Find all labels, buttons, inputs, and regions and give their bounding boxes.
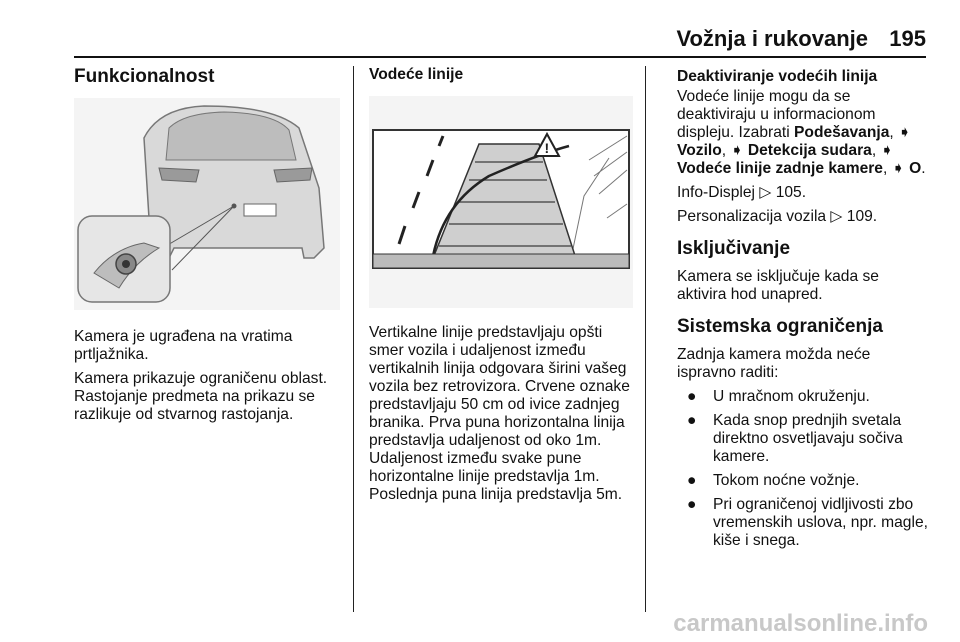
paragraph-guide-lines: Vertikalne linije predstavljaju opšti smer vozila i udaljenost između vertikalnih linija odgovara širini vašeg vozila bez retrovizora. Crvene oznake predstavljaju 50 cm od ivice zadnjeg branika. Prva puna horizontalna linija predstavlja udaljenost od oko 1m. Udaljenost između svake pune horizontalne linije predstavlja 1m. Poslednja puna linija predstavlja 5m. [369,324,630,503]
rear-camera-display-illustration [369,96,633,308]
limitations-list [687,388,929,550]
guide-lines-illustration [369,96,633,308]
menu-path-rear-camera-guide-lines: Vodeće linije zadnje kamere [677,160,883,177]
bullet-icon: ● [687,472,697,489]
menu-separator: , [721,142,727,159]
menu-path-settings: Podešavanja [794,124,890,141]
paragraph-camera-location: Kamera je ugrađena na vratima prtljažnika. [74,328,293,363]
reference-label: Personalizacija vozila [677,208,827,225]
off-ring-icon: O [909,160,922,177]
bullet-icon: ● [687,412,697,429]
paragraph-turning-off: Kamera se isključuje kada se aktivira hod unapred. [677,268,879,303]
heading-funkcionalnost: Funkcionalnost [74,66,215,87]
list-item: ● U mračnom okruženju. [687,388,870,405]
paragraph-deactivate [677,88,929,178]
heading-turning-off: Isključivanje [677,238,791,259]
arrow-icon: ➧ [898,124,912,141]
reference-page: 109. [846,208,878,225]
column-divider-1 [353,66,354,612]
menu-path-vehicle: Vozilo [677,142,722,159]
menu-separator: , [883,160,888,177]
reference-vehicle-personalization [677,208,929,226]
menu-path-collision-detection: Detekcija sudara [747,142,872,159]
watermark: carmanualsonline.info [673,610,928,637]
camera-location-illustration [74,98,340,310]
list-item: ● Pri ograničenoj vidljivosti zbo vremenskih uslova, npr. magle, kiše i snega. [687,496,928,549]
bullet-icon: ● [687,496,697,513]
heading-system-limitations: Sistemska ograničenja [677,316,883,337]
reference-label: Info-Displej [677,184,755,201]
arrow-icon: ➧ [730,142,744,159]
reference-arrow-icon: ▷ [759,184,772,201]
list-item: ● Tokom noćne vožnje. [687,472,860,489]
arrow-icon: ➧ [891,160,905,177]
column-1 [74,64,342,430]
heading-deactivate-guide-lines: Deaktiviranje vodećih linija [677,68,878,85]
list-item: ● Kada snop prednjih svetala direktno osvetljavaju sočiva kamere. [687,412,903,465]
paragraph-camera-range: Kamera prikazuje ograničenu oblast. Rastojanje predmeta na prikazu se razlikuje od stvarnog rastojanja. [74,370,328,423]
column-divider-2 [645,66,646,612]
reference-info-display [677,184,929,202]
column-2 [369,64,633,510]
sentence-end: . [921,160,926,177]
menu-separator: , [889,124,894,141]
header-rule [74,56,926,58]
svg-text:!: ! [544,140,550,156]
reference-page: 105. [775,184,807,201]
reference-arrow-icon: ▷ [830,208,843,225]
menu-separator: , [871,142,877,159]
section-title: Vožnja i rukovanje [676,26,868,51]
page-number: 195 [889,26,926,51]
paragraph-limitations-intro: Zadnja kamera možda neće ispravno raditi: [677,346,871,381]
arrow-icon: ➧ [880,142,894,159]
column-3 [677,64,929,556]
bullet-icon: ● [687,388,697,405]
deactivate-text: Vodeće linije mogu da se deaktiviraju u informacionom displeju. Izabrati [677,88,876,141]
heading-vodece-linije: Vodeće linije [369,66,464,83]
car-rear-illustration [74,98,340,310]
